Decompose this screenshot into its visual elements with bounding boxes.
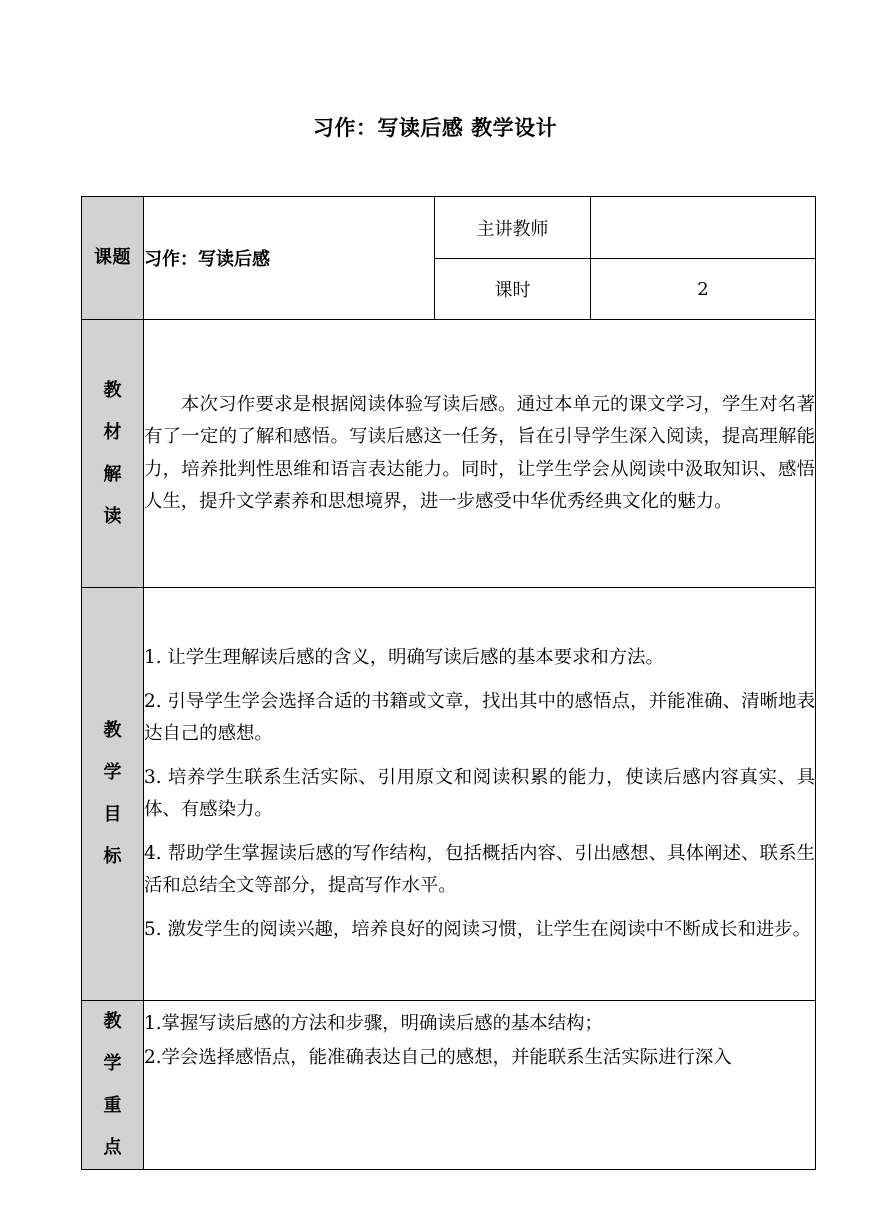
- objectives-label-cell: [82, 588, 144, 1001]
- keypoints-label-line2: 重点: [103, 1095, 131, 1158]
- keypoint-item: 2.学会选择感悟点，能准确表达自己的感想，并能联系生活实际进行深入: [144, 1047, 732, 1068]
- header-row-1: [82, 197, 816, 259]
- material-label-cell: [82, 320, 144, 588]
- page-title: 习作：写读后感 教学设计: [312, 116, 558, 140]
- topic-value: 习作：写读后感: [144, 197, 435, 320]
- hours-label: 课时: [435, 259, 591, 320]
- material-label-line1: 教材: [103, 379, 131, 443]
- keypoints-label-cell: [82, 1001, 144, 1170]
- material-content: [144, 320, 816, 588]
- objective-item: 4. 帮助学生掌握读后感的写作结构，包括概括内容、引出感想、具体阐述、联系生活和总结全文等部分，提高写作水平。: [144, 843, 815, 896]
- keypoints-row: [82, 1001, 816, 1170]
- keypoints-content: [144, 1001, 816, 1170]
- keypoints-label-line1: 教学: [103, 1011, 131, 1074]
- objectives-label-line2: 目标: [103, 804, 131, 867]
- hours-value: 2: [591, 259, 816, 320]
- lesson-plan-table: [81, 196, 816, 1170]
- objectives-label-line1: 教学: [103, 720, 131, 783]
- objectives-row: [82, 588, 816, 1001]
- teacher-label: 主讲教师: [435, 197, 591, 259]
- objectives-content: [144, 588, 816, 1001]
- material-text: 本次习作要求是根据阅读体验写读后感。通过本单元的课文学习，学生对名著有了一定的了解和感悟。写读后感这一任务，旨在引导学生深入阅读，提高理解能力，培养批判性思维和语言表达能力。同时，让学生学会从阅读中汲取知识、感悟人生，提升文学素养和思想境界，进一步感受中华优秀经典文化的魅力。: [144, 393, 815, 512]
- material-label-line2: 解读: [103, 463, 131, 527]
- teacher-value: [591, 197, 816, 259]
- material-row: [82, 320, 816, 588]
- objective-item: 5. 激发学生的阅读兴趣，培养良好的阅读习惯，让学生在阅读中不断成长和进步。: [144, 919, 812, 940]
- keypoint-item: 1.掌握写读后感的方法和步骤，明确读后感的基本结构；: [144, 1013, 603, 1034]
- topic-label: 课题: [94, 247, 131, 268]
- objective-item: 2. 引导学生学会选择合适的书籍或文章，找出其中的感悟点，并能准确、清晰地表达自己的感想。: [144, 691, 815, 744]
- topic-label-cell: [82, 197, 144, 320]
- objective-item: 1. 让学生理解读后感的含义，明确写读后感的基本要求和方法。: [144, 647, 664, 668]
- objective-item: 3. 培养学生联系生活实际、引用原文和阅读积累的能力，使读后感内容真实、具体、有感染力。: [144, 767, 815, 820]
